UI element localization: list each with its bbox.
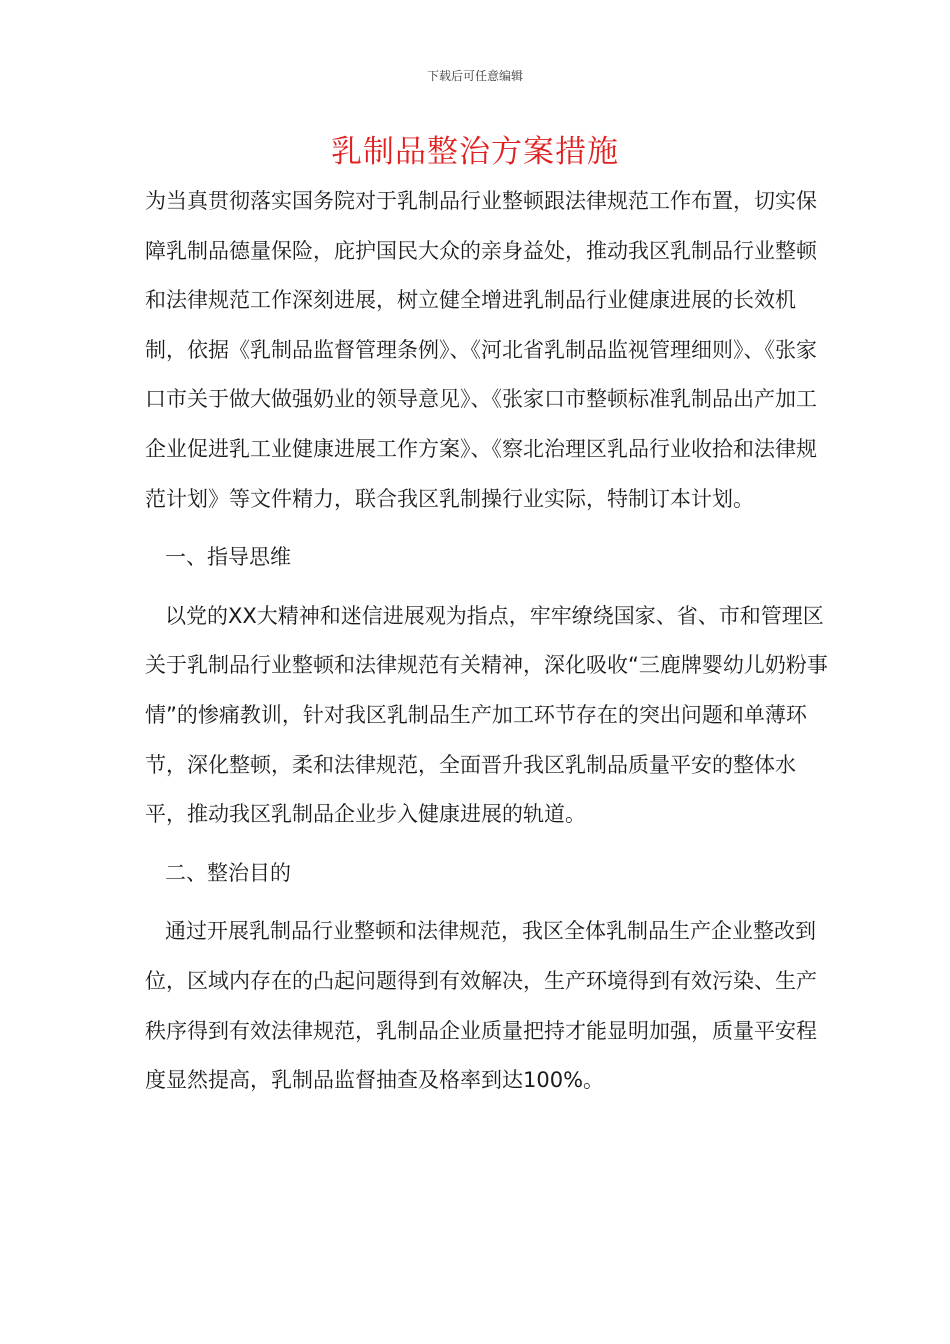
section-heading-objectives: 二、整治目的 xyxy=(165,860,291,885)
section-paragraph-objectives: 通过开展乳制品行业整顿和法律规范，我区全体乳制品生产企业整改到位，区域内存在的凸起问题得到有效解决，生产环境得到有效污染、生产秩序得到有效法律规范，乳制品企业质量把持才能显明加强，质量平安程度显然提高，乳制品监督抽查及格率到达100%。 xyxy=(145,919,817,1093)
intro-paragraph: 为当真贯彻落实国务院对于乳制品行业整顿跟法律规范工作布置，切实保障乳制品德量保险，庇护国民大众的亲身益处，推动我区乳制品行业整顿和法律规范工作深刻进展，树立健全增进乳制品行业健康进展的长效机制，依据《乳制品监督管理条例》、《河北省乳制品监视管理细则》、《张家口市关于做大做强奶业的领导意见》、《张家口市整顿标准乳制品出产加工企业促进乳工业健康进展工作方案》、《察北治理区乳品行业收拾和法律规范计划》等文件精力，联合我区乳制操行业实际，特制订本计划。 xyxy=(145,189,817,511)
header-note: 下载后可任意编辑 xyxy=(426,69,523,83)
document-title: 乳制品整治方案措施 xyxy=(331,134,619,170)
section-paragraph-guiding-thought: 以党的XX大精神和迷信进展观为指点，牢牢缭绕国家、省、市和管理区关于乳制品行业整顿和法律规范有关精神，深化吸收“三鹿牌婴幼儿奶粉事情”的惨痛教训，针对我区乳制品生产加工环节存在的突出问题和单薄环节，深化整顿，柔和法律规范，全面晋升我区乳制品质量平安的整体水平，推动我区乳制品企业步入健康进展的轨道。 xyxy=(145,603,828,827)
document-body xyxy=(145,177,835,1106)
section-heading-guiding-thought: 一、指导思维 xyxy=(165,545,291,570)
